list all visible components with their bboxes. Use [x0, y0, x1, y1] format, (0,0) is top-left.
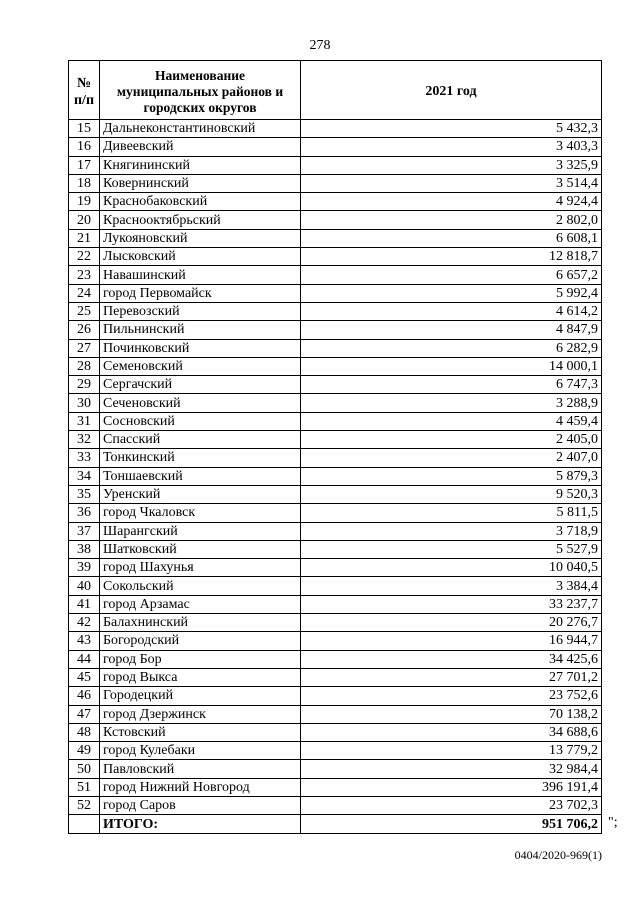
row-number: 50: [69, 760, 100, 778]
row-name: Сеченовский: [100, 394, 301, 412]
table-row: [69, 284, 602, 302]
table-row: [69, 705, 602, 723]
row-name: Починковский: [100, 339, 301, 357]
row-value: 5 879,3: [301, 467, 602, 485]
row-number: 38: [69, 540, 100, 558]
row-number: 48: [69, 723, 100, 741]
document-code: 0404/2020-969(1): [514, 848, 602, 862]
row-name: Сокольский: [100, 577, 301, 595]
row-number: 28: [69, 357, 100, 375]
row-number: 37: [69, 522, 100, 540]
row-number: 45: [69, 668, 100, 686]
table-footer: [69, 815, 602, 834]
row-number: 47: [69, 705, 100, 723]
table-row: [69, 229, 602, 247]
table-row: [69, 485, 602, 503]
row-value: 20 276,7: [301, 614, 602, 632]
row-value: 4 924,4: [301, 193, 602, 211]
row-value: 32 984,4: [301, 760, 602, 778]
row-value: 3 288,9: [301, 394, 602, 412]
row-number: 35: [69, 485, 100, 503]
row-name: Краснооктябрьский: [100, 211, 301, 229]
table-row: [69, 394, 602, 412]
row-name: Сосновский: [100, 412, 301, 430]
row-name: город Арзамас: [100, 595, 301, 613]
row-name: Балахнинский: [100, 614, 301, 632]
row-name: Шарангский: [100, 522, 301, 540]
row-value: 6 608,1: [301, 229, 602, 247]
table-row: [69, 266, 602, 284]
row-number: 34: [69, 467, 100, 485]
row-value: 14 000,1: [301, 357, 602, 375]
row-name: Княгининский: [100, 156, 301, 174]
table-row: [69, 668, 602, 686]
table-row: [69, 156, 602, 174]
table-row: [69, 650, 602, 668]
row-number: 29: [69, 376, 100, 394]
table-row: [69, 540, 602, 558]
row-value: 3 384,4: [301, 577, 602, 595]
page-number: 278: [309, 38, 331, 53]
row-number: 23: [69, 266, 100, 284]
row-number: 40: [69, 577, 100, 595]
row-value: 23 702,3: [301, 796, 602, 814]
row-value: 396 191,4: [301, 778, 602, 796]
row-number: 43: [69, 632, 100, 650]
row-value: 2 407,0: [301, 449, 602, 467]
row-value: 5 527,9: [301, 540, 602, 558]
header-name: Наименование муниципальных районов и городских округов: [100, 61, 301, 120]
row-value: 6 657,2: [301, 266, 602, 284]
row-value: 3 325,9: [301, 156, 602, 174]
row-number: 27: [69, 339, 100, 357]
table-row: [69, 376, 602, 394]
row-name: Пильнинский: [100, 321, 301, 339]
row-number: 15: [69, 120, 100, 138]
table-row: [69, 302, 602, 320]
row-number: 39: [69, 559, 100, 577]
row-number: 31: [69, 412, 100, 430]
table-row: [69, 559, 602, 577]
row-value: 4 459,4: [301, 412, 602, 430]
row-name: город Кулебаки: [100, 742, 301, 760]
table-row: [69, 723, 602, 741]
table-row: [69, 120, 602, 138]
row-number: 30: [69, 394, 100, 412]
row-name: Богородский: [100, 632, 301, 650]
table-row: [69, 614, 602, 632]
row-number: 19: [69, 193, 100, 211]
row-number: 32: [69, 431, 100, 449]
table-row: [69, 796, 602, 814]
row-value: 16 944,7: [301, 632, 602, 650]
row-value: 6 747,3: [301, 376, 602, 394]
row-value: 12 818,7: [301, 248, 602, 266]
budget-table: [68, 60, 602, 834]
row-number: 42: [69, 614, 100, 632]
row-number: 51: [69, 778, 100, 796]
row-number: 24: [69, 284, 100, 302]
total-row: [69, 815, 602, 834]
row-number: 17: [69, 156, 100, 174]
row-value: 9 520,3: [301, 485, 602, 503]
closing-quote-mark: ";: [608, 815, 618, 830]
row-number: 52: [69, 796, 100, 814]
row-value: 5 811,5: [301, 504, 602, 522]
row-name: город Чкаловск: [100, 504, 301, 522]
row-number: 22: [69, 248, 100, 266]
row-name: Навашинский: [100, 266, 301, 284]
row-name: Дальнеконстантиновский: [100, 120, 301, 138]
table-row: [69, 595, 602, 613]
row-name: город Шахунья: [100, 559, 301, 577]
row-number: 49: [69, 742, 100, 760]
row-name: Лукояновский: [100, 229, 301, 247]
row-value: 3 403,3: [301, 138, 602, 156]
row-name: Сергачский: [100, 376, 301, 394]
row-number: 16: [69, 138, 100, 156]
table-row: [69, 193, 602, 211]
total-label: ИТОГО:: [100, 815, 301, 834]
row-number: 25: [69, 302, 100, 320]
row-name: Перевозский: [100, 302, 301, 320]
row-value: 6 282,9: [301, 339, 602, 357]
table-body: [69, 120, 602, 815]
table-row: [69, 431, 602, 449]
row-value: 2 802,0: [301, 211, 602, 229]
row-name: город Выкса: [100, 668, 301, 686]
table-row: [69, 339, 602, 357]
row-name: Спасский: [100, 431, 301, 449]
table-row: [69, 632, 602, 650]
row-name: Кстовский: [100, 723, 301, 741]
row-name: Ковернинский: [100, 174, 301, 192]
header-number: № п/п: [69, 61, 100, 120]
row-name: город Дзержинск: [100, 705, 301, 723]
row-value: 4 614,2: [301, 302, 602, 320]
row-number: 21: [69, 229, 100, 247]
row-number: 44: [69, 650, 100, 668]
row-value: 5 992,4: [301, 284, 602, 302]
row-number: 20: [69, 211, 100, 229]
row-value: 23 752,6: [301, 687, 602, 705]
row-name: Семеновский: [100, 357, 301, 375]
table-row: [69, 211, 602, 229]
row-value: 70 138,2: [301, 705, 602, 723]
row-number: 46: [69, 687, 100, 705]
table-row: [69, 412, 602, 430]
table-row: [69, 357, 602, 375]
row-name: Уренский: [100, 485, 301, 503]
row-number: 18: [69, 174, 100, 192]
table-header: [69, 61, 602, 120]
table-row: [69, 577, 602, 595]
row-value: 2 405,0: [301, 431, 602, 449]
row-number: 36: [69, 504, 100, 522]
row-value: 34 425,6: [301, 650, 602, 668]
row-name: город Первомайск: [100, 284, 301, 302]
table-row: [69, 321, 602, 339]
row-name: Городецкий: [100, 687, 301, 705]
table-row: [69, 504, 602, 522]
row-name: Шатковский: [100, 540, 301, 558]
row-value: 33 237,7: [301, 595, 602, 613]
table-row: [69, 467, 602, 485]
row-name: Краснобаковский: [100, 193, 301, 211]
row-number: 33: [69, 449, 100, 467]
table-row: [69, 248, 602, 266]
total-number-cell: [69, 815, 100, 834]
row-number: 41: [69, 595, 100, 613]
row-value: 5 432,3: [301, 120, 602, 138]
table-row: [69, 760, 602, 778]
row-name: Лысковский: [100, 248, 301, 266]
row-value: 34 688,6: [301, 723, 602, 741]
row-value: 13 779,2: [301, 742, 602, 760]
row-number: 26: [69, 321, 100, 339]
table-row: [69, 522, 602, 540]
table-row: [69, 174, 602, 192]
table-row: [69, 778, 602, 796]
row-value: 27 701,2: [301, 668, 602, 686]
row-name: город Нижний Новгород: [100, 778, 301, 796]
row-name: город Бор: [100, 650, 301, 668]
table-row: [69, 449, 602, 467]
table-row: [69, 742, 602, 760]
total-value: 951 706,2: [301, 815, 602, 834]
table-row: [69, 138, 602, 156]
row-name: город Саров: [100, 796, 301, 814]
table-row: [69, 687, 602, 705]
header-year: 2021 год: [301, 61, 602, 120]
row-value: 4 847,9: [301, 321, 602, 339]
row-name: Тоншаевский: [100, 467, 301, 485]
row-name: Павловский: [100, 760, 301, 778]
row-value: 3 514,4: [301, 174, 602, 192]
row-value: 10 040,5: [301, 559, 602, 577]
row-name: Дивеевский: [100, 138, 301, 156]
row-value: 3 718,9: [301, 522, 602, 540]
row-name: Тонкинский: [100, 449, 301, 467]
